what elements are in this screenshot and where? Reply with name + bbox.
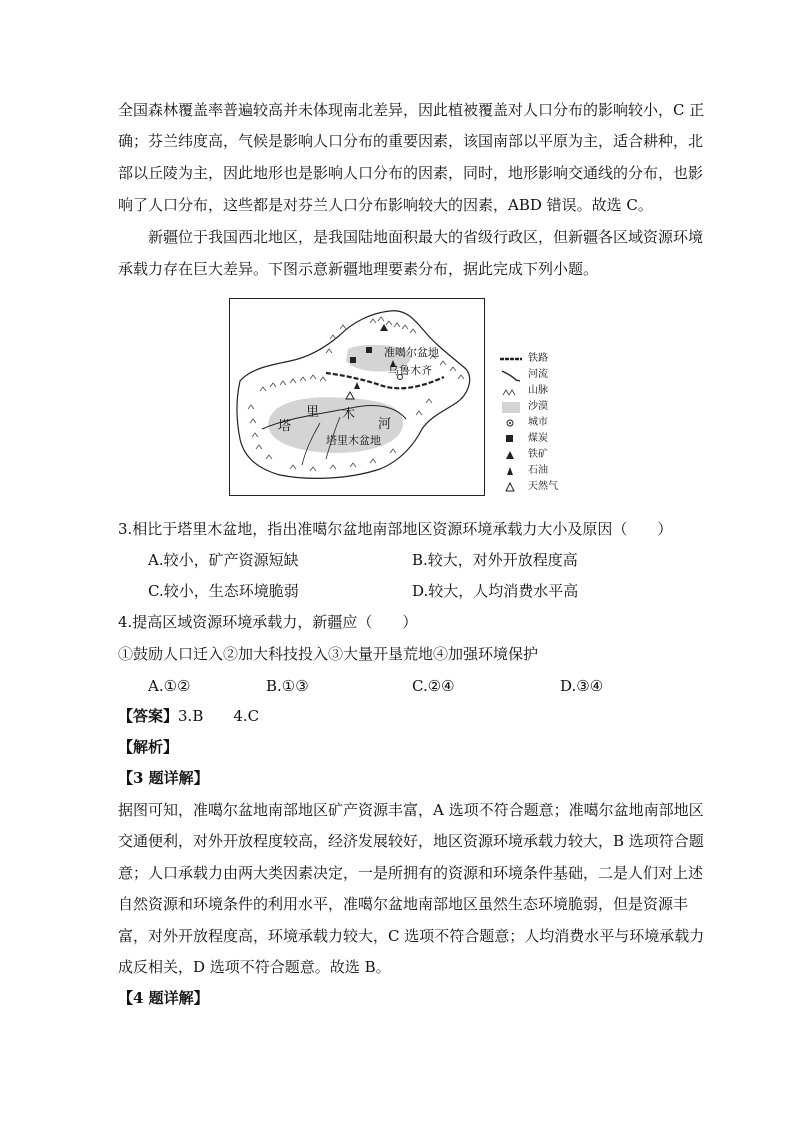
coal-marker [366, 347, 372, 353]
map-legend [498, 352, 588, 502]
q3-option-c: C.较小，生态环境脆弱 [148, 582, 299, 600]
legend-item [498, 464, 588, 479]
taklimakan-char-mu: 木 [342, 407, 356, 422]
q4-option-d: D.③④ [560, 677, 604, 695]
xinjiang-map [229, 298, 485, 496]
analysis-label: 【解析】 [118, 738, 179, 756]
legend-item [498, 432, 588, 447]
answer-label: 【答案】 [118, 707, 179, 725]
q3-option-d: D.较大，人均消费水平高 [412, 582, 579, 600]
question-4-stem: 4.提高区域资源环境承载力，新疆应（ ） [118, 613, 418, 631]
intro-line: 新疆位于我国西北地区，是我国陆地面积最大的省级行政区，但新疆各区域资源环境 [148, 228, 704, 246]
q3-detail-label: 【3 题详解】 [118, 769, 209, 787]
paragraph-line: 全国森林覆盖率普遍较高并未体现南北差异，因此植被覆盖对人口分布的影响较小，C 正 [118, 101, 705, 119]
river-icon [498, 368, 524, 383]
legend-label: 煤炭 [528, 433, 548, 444]
legend-item [498, 384, 588, 399]
legend-item [498, 368, 588, 383]
coal-icon [498, 432, 524, 447]
iron-marker [380, 324, 388, 331]
paragraph-line: 确；芬兰纬度高，气候是影响人口分布的重要因素，该国南部以平原为主，适合耕种，北 [118, 132, 704, 150]
intro-line: 承载力存在巨大差异。下图示意新疆地理要素分布，据此完成下列小题。 [118, 260, 599, 278]
map-drawing [230, 299, 483, 494]
paragraph-line: 部以丘陵为主，因此地形也是影响人口分布的因素，同时，地形影响交通线的分布，也影 [118, 164, 704, 182]
q3-detail-line: 富，对外开放程度高，环境承载力较大，C 选项不符合题意；人均消费水平与环境承载力 [118, 927, 705, 945]
q3-detail-line: 自然资源和环境条件的利用水平，准噶尔盆地南部地区虽然生态环境脆弱，但是资源丰 [118, 895, 689, 913]
q3-detail-line: 交通便利，对外开放程度较高，经济发展较好，地区资源环境承载力较大，B 选项符合题 [118, 832, 704, 850]
tarim-basin-label: 塔里木盆地 [326, 434, 381, 447]
q3-option-a: A.较小，矿产资源短缺 [148, 551, 299, 569]
legend-label: 河流 [528, 369, 548, 380]
legend-item [498, 448, 588, 463]
urumqi-label: 乌鲁木齐 [388, 364, 432, 377]
q4-option-a: A.①② [148, 677, 191, 695]
legend-label: 石油 [528, 465, 548, 476]
legend-label: 山脉 [528, 385, 548, 396]
legend-label: 铁路 [528, 353, 548, 364]
legend-item [498, 416, 588, 431]
paragraph-line: 响了人口分布，这些都是对芬兰人口分布影响较大的因素，ABD 错误。故选 C。 [118, 196, 653, 214]
iron-icon [498, 448, 524, 463]
oil-marker [354, 382, 360, 389]
mountain-icon [498, 384, 524, 399]
q4-option-b: B.①③ [266, 677, 309, 695]
city-icon [498, 416, 524, 431]
legend-label: 天然气 [528, 481, 558, 492]
desert-icon [498, 400, 524, 415]
q4-option-c: C.②④ [412, 677, 455, 695]
river-char-he: 河 [378, 417, 392, 432]
legend-item [498, 352, 588, 367]
taklimakan-char-li: 里 [306, 405, 320, 420]
legend-label: 沙漠 [528, 401, 548, 412]
railway-icon [498, 352, 524, 367]
legend-item [498, 480, 588, 495]
q3-option-b: B.较大，对外开放程度高 [412, 551, 578, 569]
question-4-items: ①鼓励人口迁入②加大科技投入③大量开垦荒地④加强环境保护 [118, 645, 539, 663]
q3-detail-line: 意；人口承载力由两大类因素决定，一是所拥有的资源和环境条件基础，二是人们对上述 [118, 864, 704, 882]
region-boundary [237, 311, 470, 479]
legend-label: 铁矿 [528, 449, 548, 460]
legend-item [498, 400, 588, 415]
legend-label: 城市 [528, 417, 548, 428]
gas-icon [498, 480, 524, 495]
answer-value: 3.B 4.C [178, 707, 260, 725]
q3-detail-line: 成反相关，D 选项不符合题意。故选 B。 [118, 958, 391, 976]
q3-detail-line: 据图可知，准噶尔盆地南部地区矿产资源丰富，A 选项不符合题意；准噶尔盆地南部地区 [118, 801, 704, 819]
junggar-basin-label: 准噶尔盆地 [384, 346, 439, 359]
oil-icon [498, 464, 524, 479]
coal-marker [350, 357, 356, 363]
q4-detail-label: 【4 题详解】 [118, 989, 209, 1007]
question-3-stem: 3.相比于塔里木盆地，指出准噶尔盆地南部地区资源环境承载力大小及原因（ ） [118, 520, 673, 538]
taklimakan-char-ta: 塔 [278, 419, 292, 434]
answer-line [118, 706, 259, 726]
